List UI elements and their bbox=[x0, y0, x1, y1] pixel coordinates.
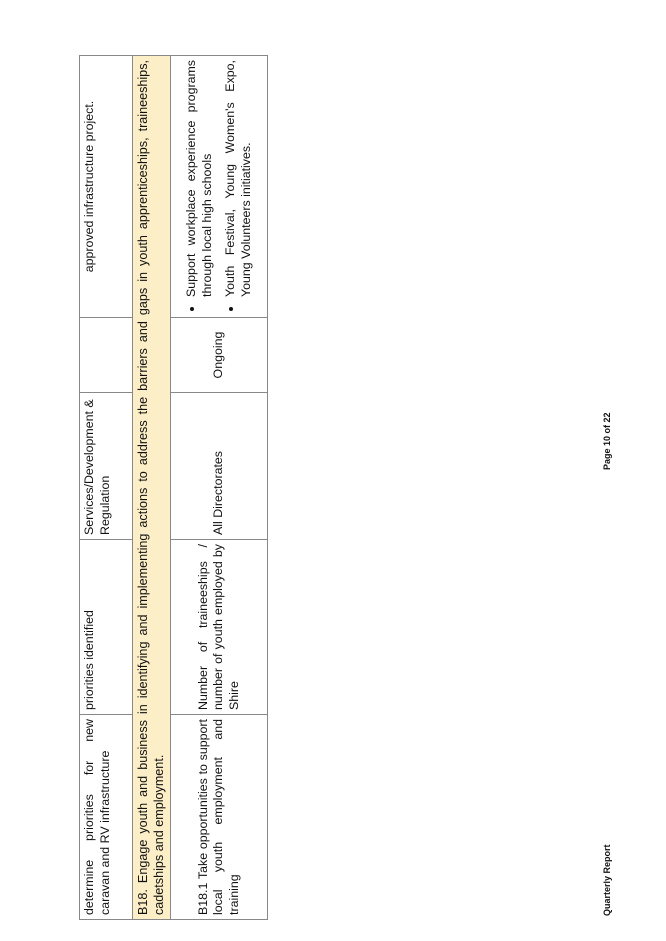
list-item: • Youth Festival, Young Women's Expo, Young Volunteers initiatives. bbox=[223, 60, 254, 297]
table-row bbox=[171, 56, 268, 920]
progress-list bbox=[184, 60, 254, 313]
rotated-page-content bbox=[79, 56, 268, 920]
list-item: • Support workplace experience programs through local high schools bbox=[184, 60, 215, 297]
responsibility-cell: All Directorates bbox=[171, 393, 268, 540]
responsibility-cell: Services/Development & Regulation bbox=[80, 393, 133, 540]
footer-page-number: Page 10 of 22 bbox=[602, 412, 612, 470]
section-band-row bbox=[133, 56, 171, 920]
strategy-cell: determine priorities for new caravan and RV infrastructure bbox=[80, 715, 133, 920]
section-heading: B18. Engage youth and business in identifying and implementing actions to address the barriers and gaps in youth apprenticeships, traineeships, cadetships and employment. bbox=[133, 56, 171, 920]
measure-cell: Number of traineeships / number of youth employed by Shire bbox=[171, 540, 268, 715]
strategy-cell: B18.1 Take opportunities to support local youth employment and training bbox=[171, 715, 268, 920]
timeframe-cell: Ongoing bbox=[171, 318, 268, 393]
measure-cell: priorities identified bbox=[80, 540, 133, 715]
footer-report-title: Quarterly Report bbox=[602, 844, 612, 916]
action-plan-table bbox=[79, 55, 268, 920]
progress-cell: approved infrastructure project. bbox=[80, 56, 133, 318]
table-row bbox=[80, 56, 133, 920]
timeframe-cell bbox=[80, 318, 133, 393]
progress-cell bbox=[171, 56, 268, 318]
